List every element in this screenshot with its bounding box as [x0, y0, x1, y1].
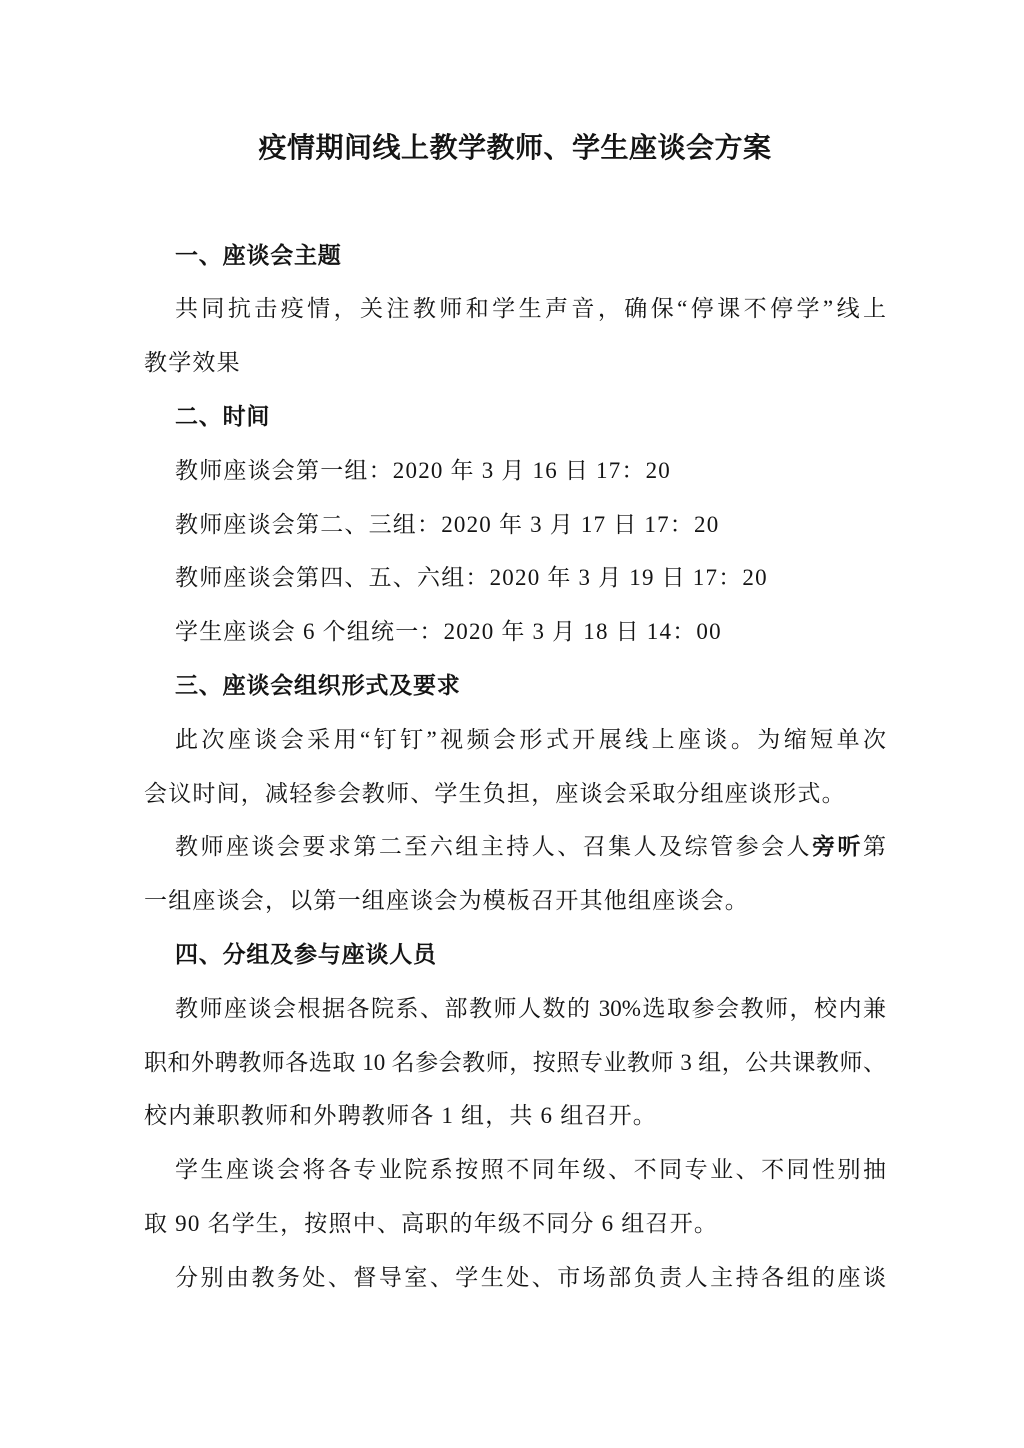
para-observe-segment-post: 第	[863, 834, 887, 860]
schedule-item-teachers-group4-6: 教师座谈会第四、五、六组：2020 年 3 月 19 日 17：20	[175, 565, 768, 591]
para-theme-line-2: 教学效果	[144, 350, 241, 376]
para-theme-line-1: 共同抗击疫情，关注教师和学生声音，确保“停课不停学”线上	[175, 296, 886, 322]
para-teachers-line-2: 职和外聘教师各选取 10 名参会教师，按照专业教师 3 组，公共课教师、	[144, 1049, 886, 1075]
heading-grouping: 四、分组及参与座谈人员	[175, 940, 437, 967]
heading-time: 二、时间	[175, 402, 271, 429]
heading-theme: 一、座谈会主题	[175, 241, 342, 268]
para-format-line-2: 会议时间，减轻参会教师、学生负担，座谈会采取分组座谈形式。	[144, 780, 846, 806]
para-observe-line-2: 一组座谈会，以第一组座谈会为模板召开其他组座谈会。	[144, 888, 749, 914]
schedule-item-teachers-group1: 教师座谈会第一组：2020 年 3 月 16 日 17：20	[175, 457, 671, 483]
para-format-line-1: 此次座谈会采用“钉钉”视频会形式开展线上座谈。为缩短单次	[175, 726, 886, 752]
para-students-line-1: 学生座谈会将各专业院系按照不同年级、不同专业、不同性别抽	[175, 1157, 886, 1183]
document-title: 疫情期间线上教学教师、学生座谈会方案	[258, 132, 772, 163]
para-hosts-line-1: 分别由教务处、督导室、学生处、市场部负责人主持各组的座谈	[175, 1264, 886, 1290]
document-content	[144, 0, 886, 1305]
schedule-item-students: 学生座谈会 6 个组统一：2020 年 3 月 18 日 14：00	[175, 619, 722, 645]
para-observe-segment-pre: 教师座谈会要求第二至六组主持人、召集人及综管参会人	[175, 834, 813, 860]
para-teachers-line-1: 教师座谈会根据各院系、部教师人数的 30%选取参会教师，校内兼	[175, 995, 886, 1021]
para-teachers-line-3: 校内兼职教师和外聘教师各 1 组，共 6 组召开。	[144, 1103, 657, 1129]
para-students-line-2: 取 90 名学生，按照中、高职的年级不同分 6 组召开。	[144, 1210, 719, 1236]
heading-format: 三、座谈会组织形式及要求	[175, 671, 461, 698]
bold-emphasis-pangting: 旁听	[812, 834, 864, 860]
para-observe-line-1	[144, 820, 886, 874]
schedule-item-teachers-group2-3: 教师座谈会第二、三组：2020 年 3 月 17 日 17：20	[175, 511, 720, 537]
blank-line	[144, 175, 886, 229]
